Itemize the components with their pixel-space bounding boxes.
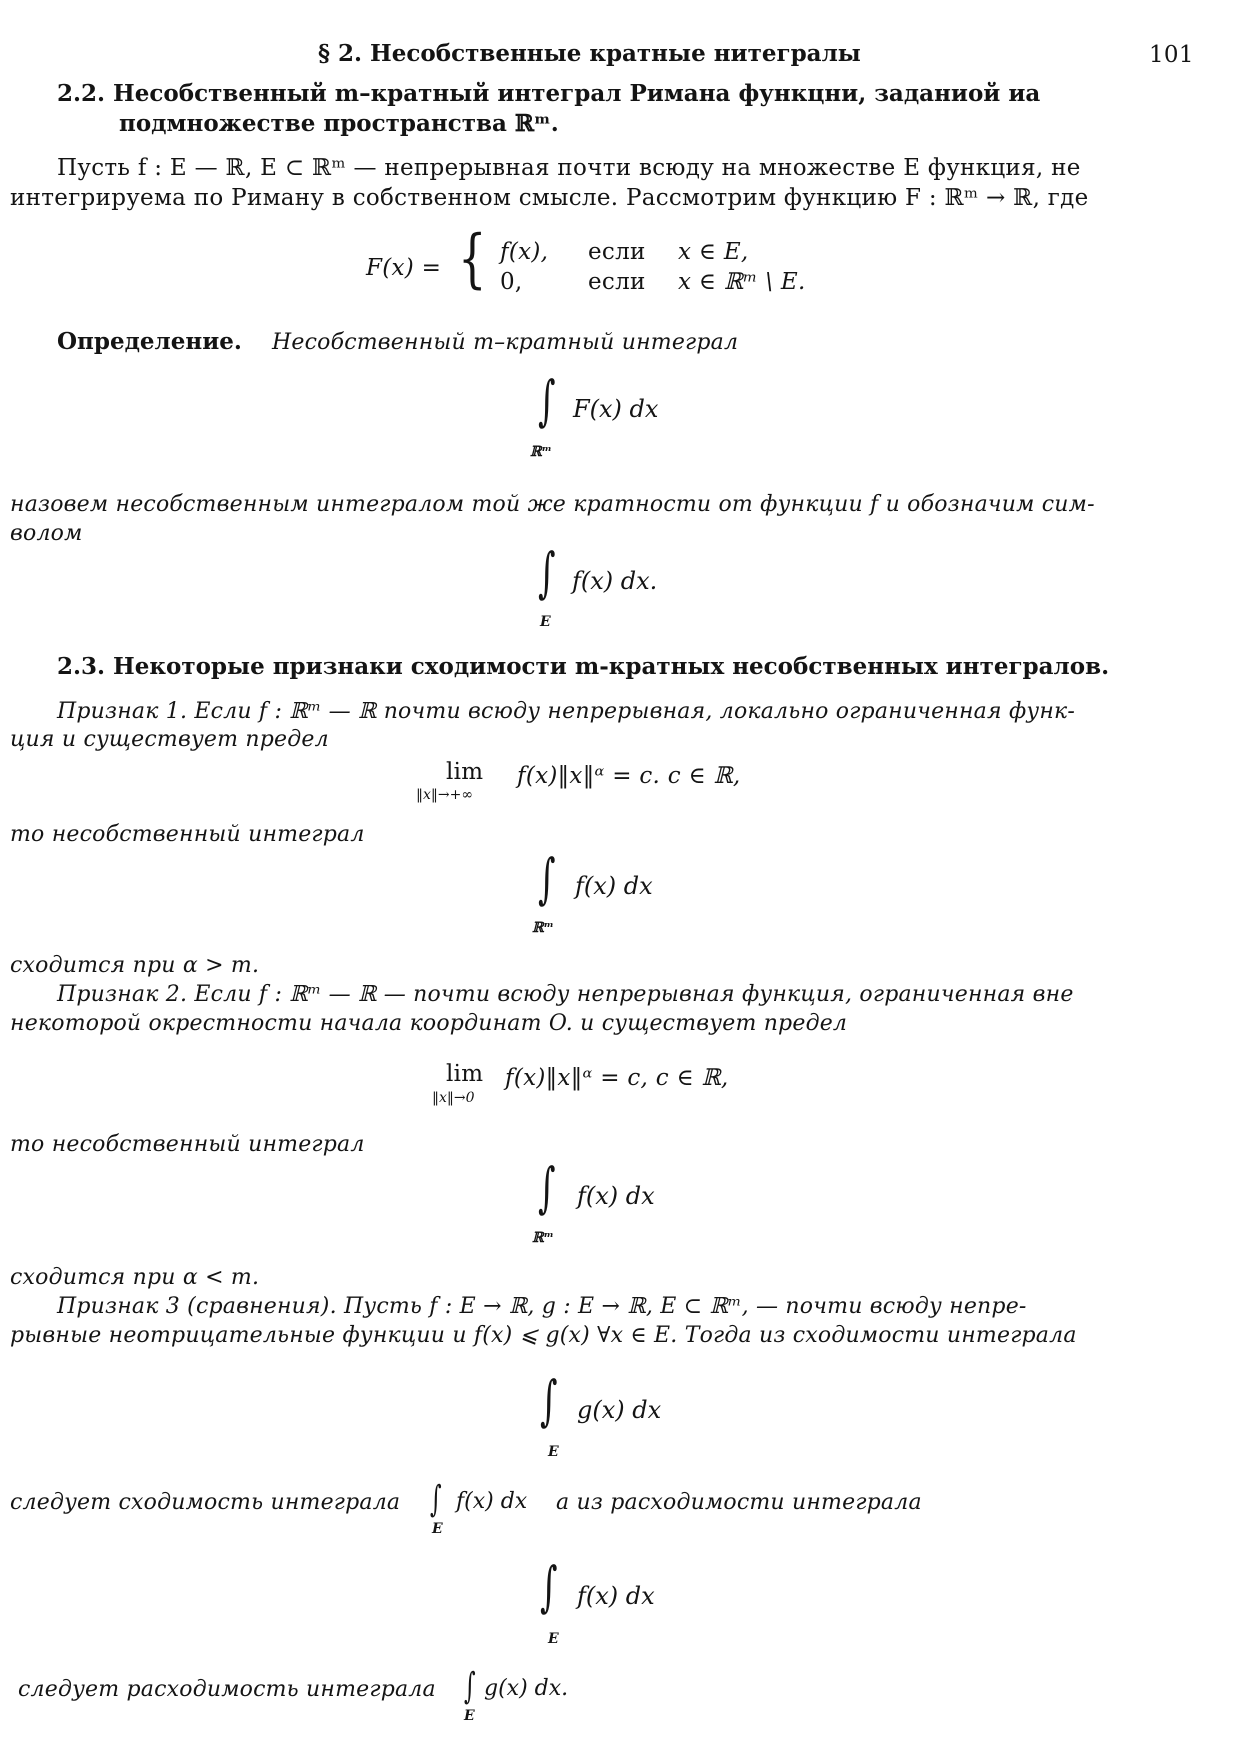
follow2-int-sign: ∫ bbox=[464, 1666, 476, 1707]
cases-lhs: F(x) = bbox=[366, 255, 442, 281]
test3-line1: Признак 3 (сравнения). Пусть f : E → ℝ, g : E → ℝ, E ⊂ ℝᵐ, — почти всюду непре- bbox=[57, 1294, 1027, 1319]
test2-then: то несобственный интеграл bbox=[10, 1132, 365, 1157]
case1-value: f(x), bbox=[500, 239, 549, 265]
limit1-subscript: ‖x‖→+∞ bbox=[416, 787, 474, 803]
integral-3-integrand: f(x) dx bbox=[575, 872, 653, 900]
test1-conclusion: сходится при α > m. bbox=[10, 953, 260, 978]
integral-6-domain: E bbox=[548, 1631, 559, 1647]
integral-5-integrand: g(x) dx bbox=[577, 1396, 662, 1424]
test3-line2: рывные неотрицательные функции и f(x) ⩽ g(x) ∀x ∈ E. Тогда из сходимости интеграла bbox=[10, 1323, 1077, 1348]
integral-2-sign: ∫ bbox=[538, 541, 556, 604]
follow1-text-a: следует сходимость интеграла bbox=[10, 1490, 401, 1515]
follow2-domain: E bbox=[464, 1708, 475, 1724]
s22-para-line1: Пусть f : E — ℝ, E ⊂ ℝᵐ — непрерывная почти всюду на множестве E функция, не bbox=[57, 155, 1081, 181]
integral-5-domain: E bbox=[548, 1444, 559, 1460]
follow2-text-a: следует расходимость интеграла bbox=[18, 1677, 436, 1702]
integral-5-sign: ∫ bbox=[540, 1369, 558, 1432]
integral-2-integrand: f(x) dx. bbox=[572, 567, 658, 595]
integral-3-sign: ∫ bbox=[538, 847, 556, 910]
naming-line2: волом bbox=[10, 521, 83, 546]
integral-4-integrand: f(x) dx bbox=[577, 1182, 655, 1210]
page-number: 101 bbox=[1149, 42, 1194, 68]
test2-conclusion: сходится при α < m. bbox=[10, 1265, 260, 1290]
limit2-expression: f(x)‖x‖ᵅ = c, c ∈ ℝ, bbox=[505, 1065, 729, 1091]
definition-text: Несобственный m–кратный интеграл bbox=[272, 330, 739, 355]
section-2-2-title-line1: 2.2. Несобственный m–кратный интеграл Римана функцни, заданиой иа bbox=[57, 80, 1041, 107]
follow2-integrand: g(x) dx. bbox=[484, 1676, 569, 1701]
follow1-int-sign: ∫ bbox=[430, 1479, 442, 1520]
running-header-title: § 2. Несобственные кратные нитегралы bbox=[318, 40, 861, 67]
cases-brace: { bbox=[458, 222, 487, 296]
case2-value: 0, bbox=[500, 269, 523, 295]
integral-3-domain: ℝᵐ bbox=[532, 920, 554, 936]
section-2-3-title: 2.3. Некоторые признаки сходимости m-кратных несобственных интегралов. bbox=[57, 653, 1110, 680]
limit2-word: lim bbox=[446, 1061, 484, 1087]
integral-6-integrand: f(x) dx bbox=[577, 1582, 655, 1610]
integral-1-domain: ℝᵐ bbox=[530, 444, 552, 460]
integral-2-domain: E bbox=[540, 614, 551, 630]
case1-cond: x ∈ E, bbox=[678, 239, 749, 265]
case1-cond-word: если bbox=[588, 239, 646, 265]
follow1-integrand: f(x) dx bbox=[456, 1489, 528, 1514]
limit2-subscript: ‖x‖→0 bbox=[432, 1090, 475, 1106]
case2-cond: x ∈ ℝᵐ \ E. bbox=[678, 269, 806, 295]
integral-1-sign: ∫ bbox=[538, 369, 556, 432]
limit1-word: lim bbox=[446, 759, 484, 785]
limit1-expression: f(x)‖x‖ᵅ = c. c ∈ ℝ, bbox=[517, 763, 741, 789]
test1-line2: ция и существует предел bbox=[10, 727, 329, 752]
test1-then: то несобственный интеграл bbox=[10, 822, 365, 847]
integral-6-sign: ∫ bbox=[540, 1555, 558, 1618]
test2-line2: некоторой окрестности начала координат O. и существует предел bbox=[10, 1011, 848, 1036]
definition-label: Определение. bbox=[57, 328, 242, 355]
follow1-text-b: а из расходимости интеграла bbox=[556, 1490, 922, 1515]
naming-line1: назовем несобственным интегралом той же кратности от функции f и обозначим сим- bbox=[10, 492, 1095, 517]
case2-cond-word: если bbox=[588, 269, 646, 295]
s22-para-line2: интегрируема по Риману в собственном смысле. Рассмотрим функцию F : ℝᵐ → ℝ, где bbox=[10, 185, 1089, 211]
test2-line1: Признак 2. Если f : ℝᵐ — ℝ — почти всюду непрерывная функция, ограниченная вне bbox=[57, 982, 1074, 1007]
section-2-2-title-line2: подмножестве пространства ℝᵐ. bbox=[119, 110, 559, 137]
integral-4-domain: ℝᵐ bbox=[532, 1230, 554, 1246]
follow1-domain: E bbox=[432, 1521, 443, 1537]
test1-line1: Признак 1. Если f : ℝᵐ — ℝ почти всюду непрерывная, локально ограниченная функ- bbox=[57, 699, 1076, 724]
integral-1-integrand: F(x) dx bbox=[573, 395, 659, 423]
integral-4-sign: ∫ bbox=[538, 1156, 556, 1219]
